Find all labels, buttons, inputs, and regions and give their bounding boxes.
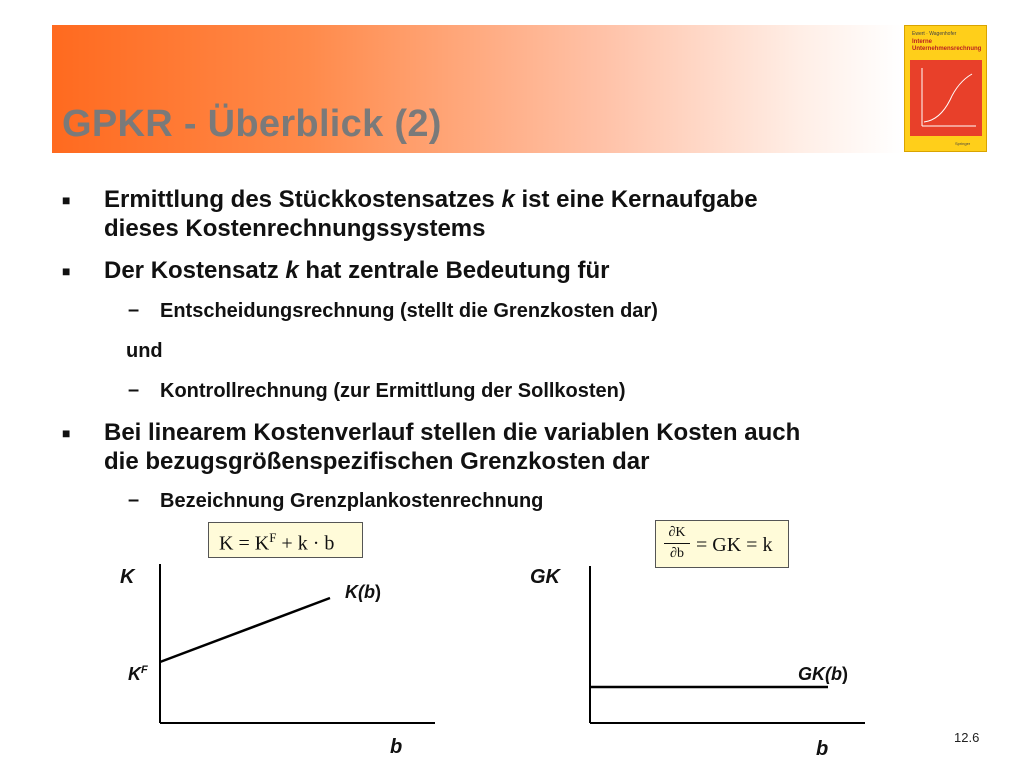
book-cover-chart-icon	[910, 60, 982, 136]
bullet-3-line2: die bezugsgrößenspezifischen Grenzkosten dar	[104, 448, 650, 475]
book-authors: Ewert · Wagenhofer	[912, 31, 957, 37]
bullet-1	[104, 185, 954, 243]
bullet-1-var: k	[501, 186, 515, 213]
curve-label-post: )	[375, 582, 381, 602]
formula-lhs: K	[219, 532, 234, 555]
formula-rest: + k · b	[281, 532, 335, 555]
right-y-axis-label: GK	[530, 566, 560, 588]
intercept-sup: F	[141, 664, 148, 676]
cost-graph	[150, 560, 440, 730]
bullet-3	[104, 418, 954, 476]
bullet-square-icon: ■	[62, 425, 71, 441]
left-y-axis-label: K	[120, 566, 135, 588]
bullet-square-icon: ■	[62, 192, 71, 208]
formula-fixed-base: K	[254, 532, 270, 555]
book-cover-image	[904, 25, 987, 152]
sub-item-und: und	[126, 340, 163, 362]
formula-fixed-sup: F	[269, 530, 277, 545]
bullet-2-pre: Der Kostensatz	[104, 257, 286, 284]
dash-marker: –	[128, 379, 140, 401]
cost-curve-label	[345, 582, 381, 603]
curve-label-pre: GK(	[798, 664, 831, 684]
page-number: 12.6	[954, 730, 980, 745]
fixed-cost-label	[128, 664, 148, 685]
cost-function-formula	[208, 522, 363, 558]
left-x-axis-label: b	[390, 736, 403, 758]
marginal-curve-label	[798, 664, 848, 685]
bullet-2-var: k	[285, 257, 299, 284]
curve-label-var: b	[364, 582, 375, 602]
fraction-numerator: ∂K	[668, 525, 686, 540]
bullet-square-icon: ■	[62, 263, 71, 279]
book-publisher: Springer	[955, 141, 971, 146]
dash-marker: –	[128, 489, 140, 511]
formula-rest: = GK = k	[696, 534, 773, 556]
cost-curve-line	[160, 598, 330, 662]
book-cover-panel	[910, 60, 982, 136]
sub-item-kontrolle: Kontrollrechnung (zur Ermittlung der Sollkosten)	[160, 380, 626, 402]
book-title: Interne Unternehmensrechnung	[912, 39, 982, 52]
right-x-axis-label: b	[816, 738, 829, 760]
fraction-bar	[664, 543, 690, 544]
bullet-1-line2: dieses Kostenrechnungssystems	[104, 215, 486, 242]
bullet-1-pre: Ermittlung des Stückkostensatzes	[104, 186, 502, 213]
bullet-3-line1: Bei linearem Kostenverlauf stellen die variablen Kosten auch	[104, 419, 801, 446]
curve-label-var: b	[831, 664, 842, 684]
sub-item-entscheidung: Entscheidungsrechnung (stellt die Grenzkosten dar)	[160, 300, 658, 322]
intercept-base: K	[128, 664, 141, 684]
bullet-2	[104, 256, 954, 285]
curve-label-pre: K(	[345, 582, 364, 602]
slide-title: GPKR - Überblick (2)	[62, 103, 442, 145]
curve-label-post: )	[842, 664, 848, 684]
sub-item-bezeichnung: Bezeichnung Grenzplankostenrechnung	[160, 490, 544, 512]
marginal-cost-graph	[580, 560, 870, 730]
formula-eq: =	[238, 532, 250, 555]
bullet-1-post: ist eine Kernaufgabe	[514, 186, 758, 213]
dash-marker: –	[128, 299, 140, 321]
fraction-denominator: ∂b	[670, 546, 684, 561]
partial-derivative-fraction	[664, 525, 690, 562]
bullet-2-post: hat zentrale Bedeutung für	[298, 257, 610, 284]
